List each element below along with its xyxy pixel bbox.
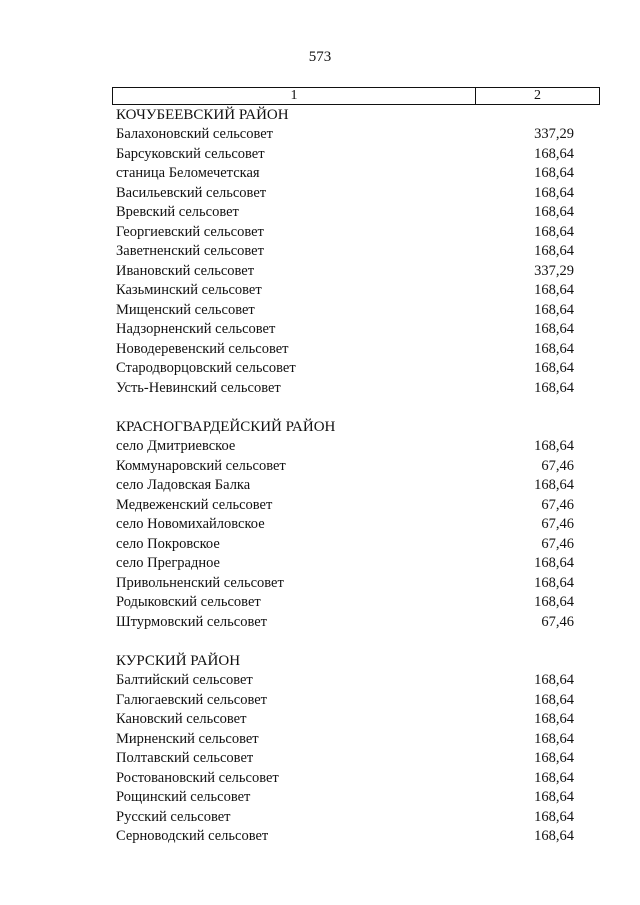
row-value: 168,64	[534, 379, 574, 396]
row-name: Балахоновский сельсовет	[116, 126, 274, 142]
row-name: Новодеревенский сельсовет	[116, 340, 289, 357]
row-value: 168,64	[534, 672, 574, 688]
table-row	[0, 242, 640, 262]
table-row	[0, 223, 640, 243]
row-value: 168,64	[534, 301, 574, 318]
table-row	[0, 574, 640, 594]
table-row	[0, 749, 640, 769]
page-number: 573	[308, 49, 332, 65]
table-header	[112, 87, 600, 105]
row-name: Коммунаровский сельсовет	[116, 457, 286, 474]
table-row	[0, 320, 640, 340]
table-row	[0, 554, 640, 574]
row-name: Полтавский сельсовет	[116, 750, 254, 766]
table-row	[0, 710, 640, 730]
row-name: Русский сельсовет	[116, 808, 231, 825]
row-value: 168,64	[534, 691, 574, 708]
row-name: Галюгаевский сельсовет	[116, 691, 267, 708]
table-row	[0, 379, 640, 399]
row-name: Надзорненский сельсовет	[116, 321, 276, 337]
row-value: 168,64	[534, 243, 574, 259]
row-value: 168,64	[534, 730, 574, 747]
table-row	[0, 203, 640, 223]
column-header-2: 2	[534, 88, 541, 103]
row-value: 168,64	[534, 184, 574, 201]
table-row	[0, 457, 640, 477]
district-title: КУРСКИЙ РАЙОН	[116, 653, 241, 669]
row-name: село Ладовская Балка	[116, 477, 251, 493]
row-value: 168,64	[534, 594, 574, 610]
table-row	[0, 301, 640, 321]
row-value: 168,64	[534, 555, 574, 571]
row-name: село Покровское	[116, 535, 220, 552]
table-row	[0, 691, 640, 711]
row-value: 168,64	[534, 360, 574, 376]
table-row	[0, 340, 640, 360]
row-value: 168,64	[534, 321, 574, 337]
row-name: село Дмитриевское	[116, 438, 236, 454]
row-name: Васильевский сельсовет	[116, 184, 267, 201]
row-value: 67,46	[541, 496, 574, 513]
table-row	[0, 145, 640, 165]
table-row	[0, 730, 640, 750]
row-value: 168,64	[534, 769, 574, 786]
table-row	[0, 437, 640, 457]
table-row	[0, 476, 640, 496]
row-name: Усть-Невинский сельсовет	[116, 379, 281, 396]
row-value: 67,46	[541, 516, 574, 532]
row-value: 168,64	[534, 165, 574, 181]
table-row	[0, 359, 640, 379]
table-row	[0, 671, 640, 691]
row-value: 168,64	[534, 477, 574, 493]
row-value: 168,64	[534, 711, 574, 727]
row-name: Стародворцовский сельсовет	[116, 360, 296, 376]
district-title: КОЧУБЕЕВСКИЙ РАЙОН	[116, 107, 289, 123]
table-row	[0, 184, 640, 204]
table-row	[0, 769, 640, 789]
row-value: 168,64	[534, 145, 574, 162]
row-name: Балтийский сельсовет	[116, 672, 253, 688]
row-name: Заветненский сельсовет	[116, 243, 264, 259]
row-name: Привольненский сельсовет	[116, 574, 284, 591]
row-name: Вревский сельсовет	[116, 204, 239, 220]
row-value: 67,46	[541, 613, 574, 630]
table-row	[0, 788, 640, 808]
column-header-1: 1	[113, 88, 476, 104]
row-name: Ростовановский сельсовет	[116, 769, 279, 786]
row-name: Мирненский сельсовет	[116, 730, 259, 747]
row-name: Казьминский сельсовет	[116, 282, 262, 298]
row-value: 168,64	[534, 438, 574, 454]
row-value: 337,29	[534, 262, 574, 279]
district-section	[0, 417, 640, 632]
table-row	[0, 827, 640, 847]
row-name: Медвеженский сельсовет	[116, 496, 273, 513]
row-value: 168,64	[534, 750, 574, 766]
table-row	[0, 613, 640, 633]
row-value: 168,64	[534, 204, 574, 220]
row-name: Рощинский сельсовет	[116, 789, 251, 805]
table-row	[0, 808, 640, 828]
row-name: Ивановский сельсовет	[116, 262, 255, 279]
row-value: 168,64	[534, 223, 574, 240]
row-value: 337,29	[534, 126, 574, 142]
table-row	[0, 281, 640, 301]
row-value: 67,46	[541, 535, 574, 552]
document-body	[0, 105, 640, 847]
district-section	[0, 651, 640, 847]
row-name: Серноводский сельсовет	[116, 828, 269, 844]
row-value: 168,64	[534, 340, 574, 357]
table-row	[0, 515, 640, 535]
row-name: Кановский сельсовет	[116, 711, 247, 727]
section-spacer	[0, 632, 640, 651]
row-name: станица Беломечетская	[116, 165, 260, 181]
section-spacer	[0, 398, 640, 417]
row-value: 168,64	[534, 828, 574, 844]
district-section	[0, 105, 640, 398]
table-row	[0, 535, 640, 555]
row-name: Барсуковский сельсовет	[116, 145, 265, 162]
table-row	[0, 164, 640, 184]
row-value: 168,64	[534, 282, 574, 298]
table-row	[0, 593, 640, 613]
row-name: Штурмовский сельсовет	[116, 613, 267, 630]
row-name: село Новомихайловское	[116, 516, 265, 532]
row-name: Родыковский сельсовет	[116, 594, 261, 610]
row-value: 67,46	[541, 457, 574, 474]
row-name: село Преградное	[116, 555, 220, 571]
table-row	[0, 262, 640, 282]
table-row	[0, 496, 640, 516]
table-row	[0, 125, 640, 145]
row-name: Георгиевский сельсовет	[116, 223, 264, 240]
row-value: 168,64	[534, 574, 574, 591]
district-title: КРАСНОГВАРДЕЙСКИЙ РАЙОН	[116, 419, 336, 435]
row-name: Мищенский сельсовет	[116, 301, 255, 318]
row-value: 168,64	[534, 789, 574, 805]
row-value: 168,64	[534, 808, 574, 825]
